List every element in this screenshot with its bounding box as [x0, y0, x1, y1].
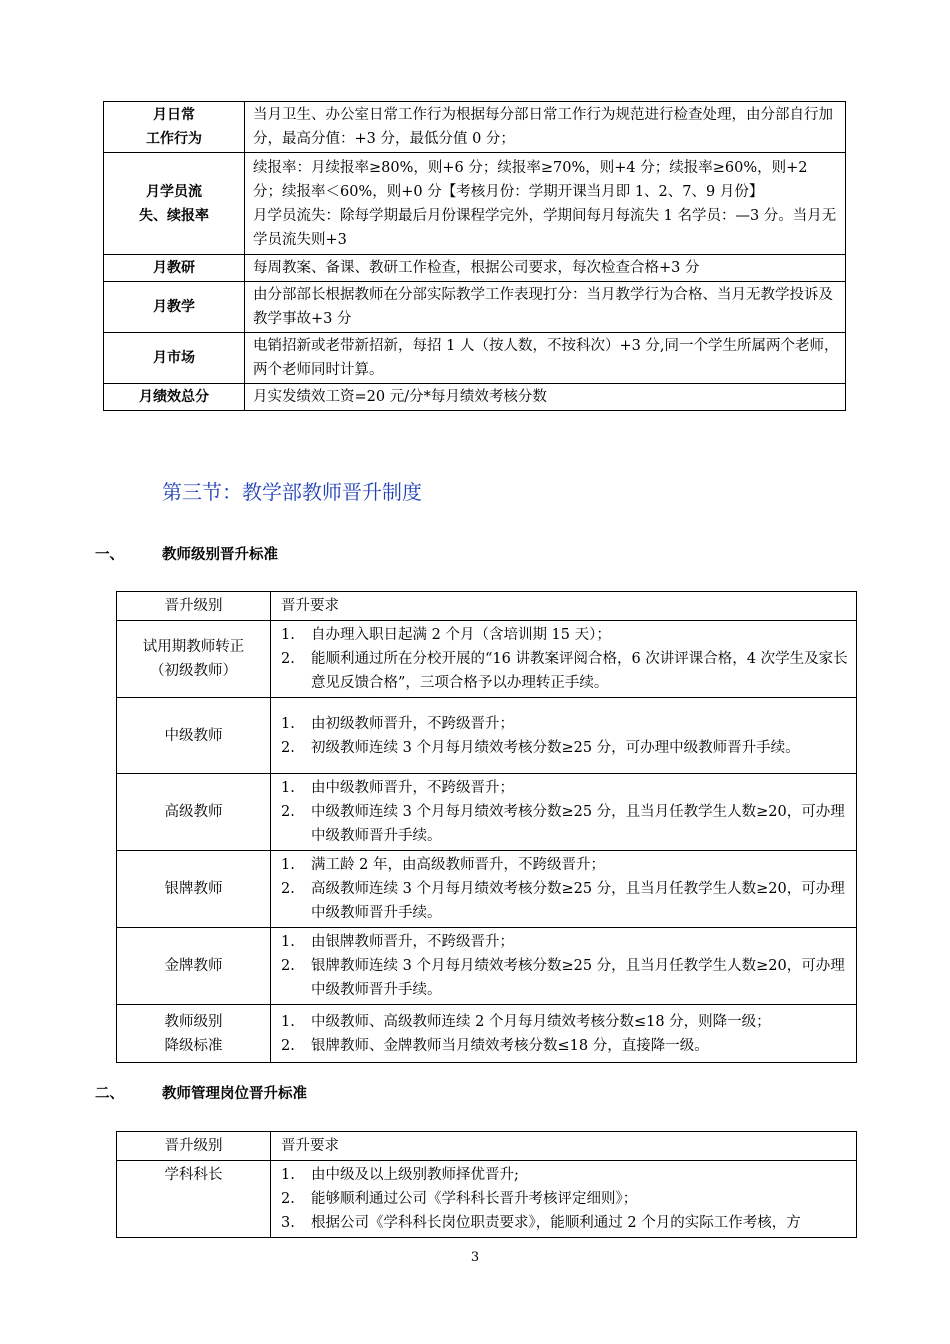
- list-item: 根据公司《学科科长岗位职责要求》，能顺利通过 2 个月的实际工作考核，方: [311, 1215, 801, 1231]
- table-row: [104, 282, 846, 333]
- table-row: [104, 102, 846, 153]
- page-number: 3: [470, 1250, 480, 1265]
- row-content: 电销招新或老带新招新，每招 1 人（按人数，不按科次）+3 分,同一个学生所属两个老师，两个老师同时计算。: [245, 333, 846, 384]
- level-name: 银牌教师: [117, 851, 271, 928]
- list-item: 由初级教师晋升，不跨级晋升；: [311, 715, 514, 732]
- performance-score-table: [103, 101, 846, 411]
- table-header-row: [117, 592, 857, 621]
- list-item: 由中级教师晋升，不跨级晋升；: [311, 780, 514, 796]
- table-row: [104, 255, 846, 282]
- row-content: 由分部部长根据教师在分部实际教学工作表现打分：当月教学行为合格、当月无教学投诉及教学事故+3 分: [245, 282, 846, 333]
- table-row: [104, 153, 846, 255]
- requirements: [271, 928, 857, 1005]
- list-item: 中级教师、高级教师连续 2 个月每月绩效考核分数≤18 分，则降一级；: [311, 1013, 771, 1030]
- row-content: 每周教案、备课、教研工作检查，根据公司要求，每次检查合格+3 分: [245, 255, 846, 282]
- management-promotion-table: [116, 1131, 857, 1238]
- table-row: [117, 851, 857, 928]
- level-name: 试用期教师转正 （初级教师）: [117, 621, 271, 698]
- table-row: [117, 1161, 857, 1238]
- header-level: 晋升级别: [117, 1132, 271, 1161]
- requirements: [271, 851, 857, 928]
- table-row: [117, 621, 857, 698]
- list-item: 能顺利通过所在分校开展的“16 讲教案评阅合格，6 次讲评课合格，4 次学生及家长意见反馈合格”，三项合格予以办理转正手续。: [311, 651, 848, 691]
- table-row: [104, 333, 846, 384]
- section-title: 第三节：教学部教师晋升制度: [162, 480, 422, 504]
- row-label: 月市场: [104, 333, 245, 384]
- table-row: [117, 774, 857, 851]
- level-name: 高级教师: [117, 774, 271, 851]
- list-item: 满工龄 2 年，由高级教师晋升，不跨级晋升；: [311, 857, 605, 873]
- subsection-number: 二、: [95, 1086, 124, 1102]
- subsection-title: 教师管理岗位晋升标准: [162, 1086, 307, 1102]
- requirements: [271, 621, 857, 698]
- requirements: [271, 774, 857, 851]
- renewal-rate-text: 续报率：月续报率≥80%，则+6 分；续报率≥70%，则+4 分；续报率≥60%，则+2 分；续报率＜60%，则+0 分【考核月份：学期开课当月即 1、2、7、9 月份】: [253, 159, 808, 200]
- row-label: 月教研: [104, 255, 245, 282]
- table-header-row: [117, 1132, 857, 1161]
- level-name: 教师级别 降级标准: [117, 1005, 271, 1063]
- table-row: [117, 698, 857, 774]
- table-row: [117, 1005, 857, 1063]
- list-item: 银牌教师连续 3 个月每月绩效考核分数≥25 分，且当月任教学生人数≥20，可办理中级教师晋升手续。: [311, 958, 845, 998]
- teacher-level-promotion-table: [116, 591, 857, 1063]
- header-requirements: 晋升要求: [271, 1132, 857, 1161]
- row-label: 月绩效总分: [104, 384, 245, 411]
- list-item: 中级教师连续 3 个月每月绩效考核分数≥25 分，且当月任教学生人数≥20，可办理中级教师晋升手续。: [311, 804, 845, 844]
- table-row: [117, 928, 857, 1005]
- list-item: 高级教师连续 3 个月每月绩效考核分数≥25 分，且当月任教学生人数≥20，可办理中级教师晋升手续。: [311, 881, 845, 921]
- row-content: 月实发绩效工资=20 元/分*每月绩效考核分数: [245, 384, 846, 411]
- level-name: 学科科长: [117, 1161, 271, 1238]
- list-item: 由中级及以上级别教师择优晋升;: [311, 1167, 519, 1183]
- header-requirements: 晋升要求: [271, 592, 857, 621]
- requirements: [271, 698, 857, 774]
- list-item: 初级教师连续 3 个月每月绩效考核分数≥25 分，可办理中级教师晋升手续。: [311, 739, 800, 756]
- row-content: [245, 153, 846, 255]
- list-item: 由银牌教师晋升，不跨级晋升；: [311, 934, 514, 950]
- row-content: 当月卫生、办公室日常工作行为根据每分部日常工作行为规范进行检查处理，由分部自行加分，最高分值：+3 分，最低分值 0 分；: [245, 102, 846, 153]
- list-item: 银牌教师、金牌教师当月绩效考核分数≤18 分，直接降一级。: [311, 1037, 709, 1054]
- table-row: [104, 384, 846, 411]
- level-name: 中级教师: [117, 698, 271, 774]
- requirements: [271, 1161, 857, 1238]
- list-item: 自办理入职日起满 2 个月（含培训期 15 天）；: [311, 627, 611, 643]
- header-level: 晋升级别: [117, 592, 271, 621]
- row-label: 月教学: [104, 282, 245, 333]
- subsection-title: 教师级别晋升标准: [162, 547, 278, 563]
- student-loss-text: 月学员流失：除每学期最后月份课程学完外，学期间每月每流失 1 名学员：—3 分。当月无学员流失则+3: [253, 207, 837, 248]
- requirements: [271, 1005, 857, 1063]
- subsection-number: 一、: [95, 547, 124, 563]
- row-label: 月日常 工作行为: [104, 102, 245, 153]
- list-item: 能够顺利通过公司《学科科长晋升考核评定细则》；: [311, 1191, 638, 1207]
- row-label: 月学员流 失、续报率: [104, 153, 245, 255]
- level-name: 金牌教师: [117, 928, 271, 1005]
